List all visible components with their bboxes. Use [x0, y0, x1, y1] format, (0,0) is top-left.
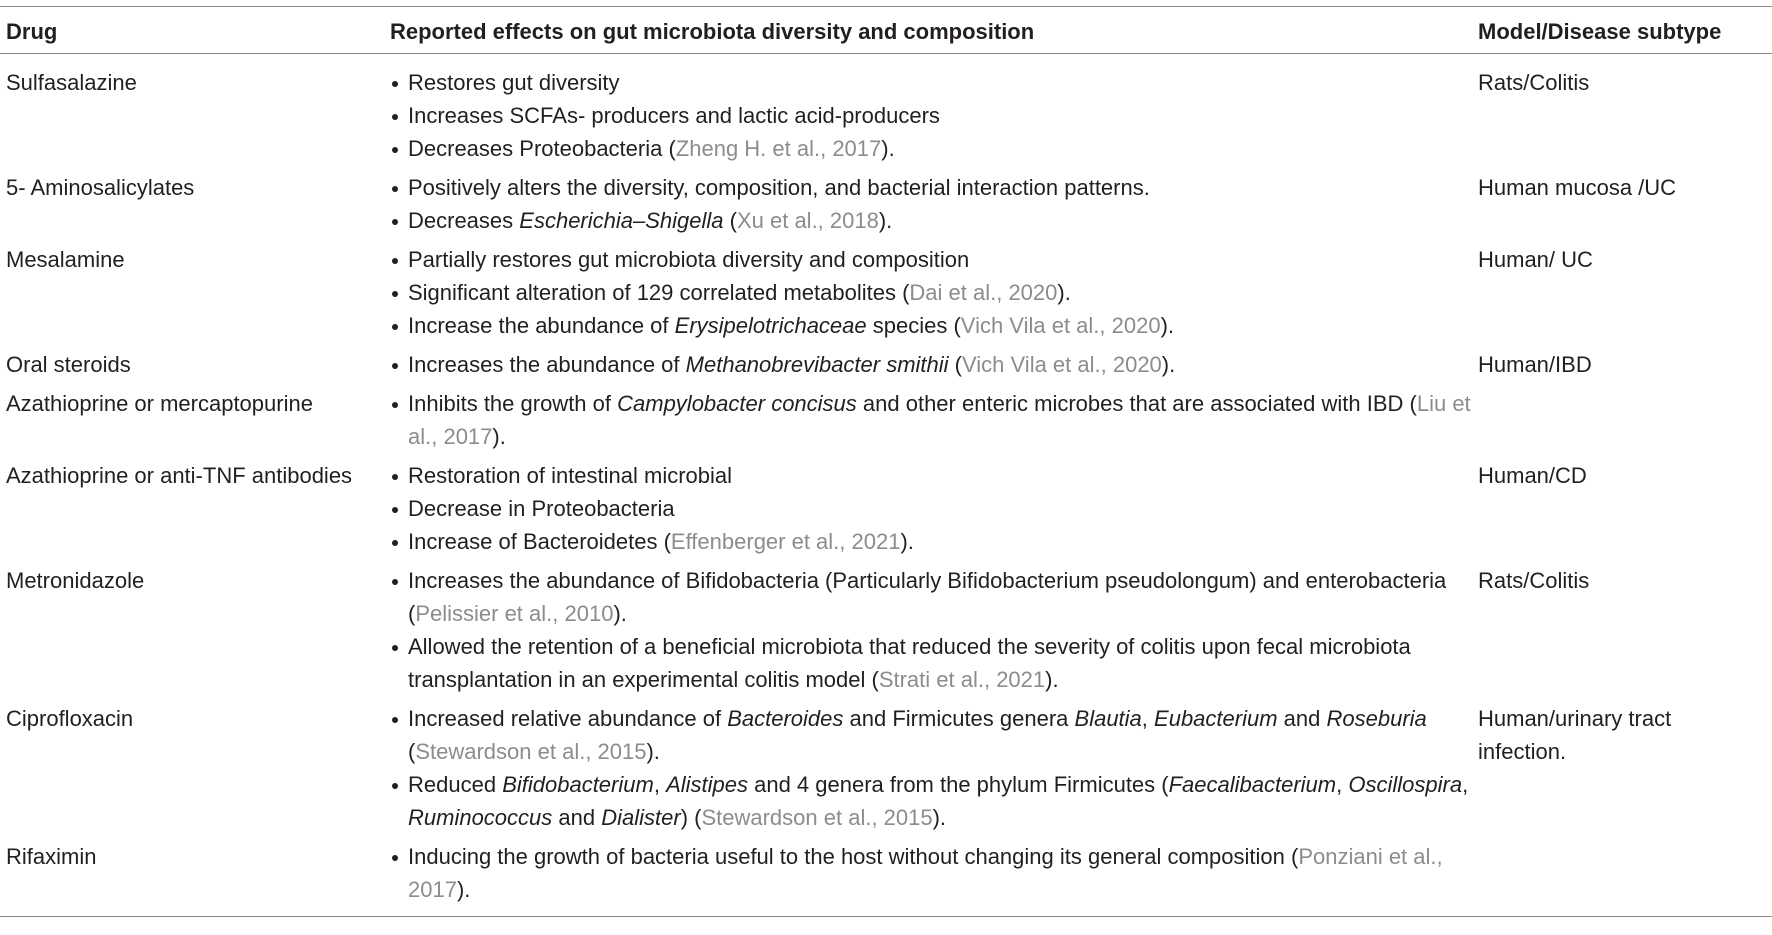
effect-text: Significant alteration of 129 correlated metabolites (: [408, 280, 910, 305]
taxon-name: Blautia: [1074, 706, 1142, 731]
taxon-name: Eubacterium: [1154, 706, 1278, 731]
effects-cell: [390, 167, 1478, 239]
effect-text: Inducing the growth of bacteria useful to the host without changing its general composition (: [408, 844, 1299, 869]
taxon-name: Alistipes: [666, 772, 748, 797]
table-row: [0, 167, 1772, 239]
effect-text: ,: [653, 772, 667, 797]
drug-cell: Rifaximin: [0, 836, 390, 917]
effect-text: ).: [456, 877, 471, 902]
effect-item: [390, 309, 1478, 342]
model-cell: Human/urinary tract infection.: [1478, 706, 1672, 764]
taxon-name: Faecalibacterium: [1168, 772, 1337, 797]
citation: Stewardson et al., 2015: [415, 739, 647, 764]
citation: Liu et al., 2017: [408, 391, 1471, 449]
effect-text: and: [552, 805, 602, 830]
table-row: [0, 383, 1772, 455]
citation: Dai et al., 2020: [909, 280, 1058, 305]
effects-list: [390, 348, 1478, 381]
effect-text: ,: [1462, 772, 1469, 797]
effect-text: ).: [878, 208, 893, 233]
effect-item: [390, 564, 1478, 630]
effects-list: [390, 459, 1478, 558]
effect-text: ,: [1141, 706, 1155, 731]
taxon-name: Oscillospira: [1348, 772, 1463, 797]
taxon-name: Escherichia–Shigella: [519, 208, 724, 233]
table-row: [0, 455, 1772, 560]
drug-cell: Metronidazole: [6, 568, 145, 593]
drug-cell: Azathioprine or mercaptopurine: [6, 391, 313, 416]
effect-text: (: [948, 352, 963, 377]
effect-text: ).: [613, 601, 627, 626]
effect-text: Increases the abundance of: [408, 352, 686, 377]
effect-item: [390, 525, 1478, 558]
drug-cell: Sulfasalazine: [6, 70, 137, 95]
effects-cell: [390, 560, 1478, 698]
effect-text: Partially restores gut microbiota diversity and composition: [408, 247, 970, 272]
effect-text: Restores gut diversity: [408, 70, 620, 95]
model-cell: Rats/Colitis: [1478, 70, 1590, 95]
effect-text: ).: [900, 529, 914, 554]
effect-text: ).: [492, 424, 506, 449]
citation: Strati et al., 2021: [878, 667, 1046, 692]
effects-cell: [390, 698, 1478, 836]
citation: Zheng H. et al., 2017: [675, 136, 882, 161]
effect-item: [390, 840, 1478, 906]
effect-text: and other enteric microbes that are associated with IBD (: [856, 391, 1417, 416]
taxon-name: Bacteroides: [727, 706, 844, 731]
effects-list: [390, 564, 1478, 696]
effect-text: Restoration of intestinal microbial: [408, 463, 733, 488]
effects-cell: [390, 455, 1478, 560]
effect-item: [390, 348, 1478, 381]
effect-item: [390, 276, 1478, 309]
effects-cell: [390, 383, 1478, 455]
table-header: [0, 7, 1772, 54]
taxon-name: Bifidobacterium: [502, 772, 654, 797]
effect-text: Inhibits the growth of: [408, 391, 618, 416]
effect-text: ) (: [680, 805, 702, 830]
effect-text: ).: [1045, 667, 1059, 692]
effect-text: (: [408, 739, 416, 764]
model-cell: [1478, 383, 1772, 455]
effect-text: Increase of Bacteroidetes (: [408, 529, 671, 554]
header-row: [0, 7, 1772, 54]
model-cell: Human mucosa /UC: [1478, 175, 1677, 200]
effect-item: [390, 99, 1478, 132]
effect-item: [390, 768, 1478, 834]
effect-item: [390, 171, 1478, 204]
effects-cell: [390, 239, 1478, 344]
effect-text: Increases SCFAs- producers and lactic acid-producers: [408, 103, 940, 128]
effect-text: ).: [1160, 313, 1175, 338]
effect-text: Positively alters the diversity, composition, and bacterial interaction patterns.: [408, 175, 1150, 200]
effect-text: Allowed the retention of a beneficial microbiota that reduced the severity of colitis upon fecal microbiota transplantation in an experimental colitis model (: [408, 634, 1411, 692]
table-body: [0, 54, 1772, 917]
model-cell: Human/ UC: [1478, 247, 1593, 272]
taxon-name: Roseburia: [1326, 706, 1427, 731]
effect-item: [390, 492, 1478, 525]
citation: Pelissier et al., 2010: [415, 601, 614, 626]
header-model: Model/Disease subtype: [1478, 7, 1772, 54]
effects-list: [390, 840, 1478, 906]
effect-text: and: [1277, 706, 1327, 731]
effect-item: [390, 204, 1478, 237]
citation: Ponziani et al., 2017: [408, 844, 1443, 902]
effects-list: [390, 66, 1478, 165]
effect-item: [390, 132, 1478, 165]
header-effects: Reported effects on gut microbiota diversity and composition: [390, 7, 1478, 54]
effect-text: Decreases: [408, 208, 520, 233]
drug-cell: Oral steroids: [6, 352, 131, 377]
drug-cell: 5- Aminosalicylates: [6, 175, 195, 200]
taxon-name: Dialister: [601, 805, 681, 830]
effect-text: ).: [881, 136, 895, 161]
effects-cell: [390, 54, 1478, 168]
table-row: [0, 560, 1772, 698]
effects-list: [390, 702, 1478, 834]
effect-text: ).: [1161, 352, 1176, 377]
effect-item: [390, 387, 1478, 453]
effect-text: Decreases Proteobacteria (: [408, 136, 676, 161]
drug-cell: Mesalamine: [6, 247, 125, 272]
model-cell: Rats/Colitis: [1478, 568, 1590, 593]
effect-text: ).: [646, 739, 660, 764]
effect-text: ).: [1057, 280, 1071, 305]
model-cell: Human/CD: [1478, 463, 1587, 488]
effect-text: ,: [1336, 772, 1349, 797]
effect-text: Increase the abundance of: [408, 313, 675, 338]
citation: Vich Vila et al., 2020: [962, 352, 1162, 377]
model-cell: [1478, 836, 1772, 917]
effects-cell: [390, 836, 1478, 917]
drug-microbiota-table: [0, 6, 1772, 917]
table-row: [0, 54, 1772, 168]
effect-text: (: [723, 208, 737, 233]
effect-text: Increased relative abundance of: [408, 706, 728, 731]
effects-cell: [390, 344, 1478, 383]
taxon-name: Campylobacter concisus: [617, 391, 857, 416]
effect-text: Increases the abundance of Bifidobacteria (Particularly Bifidobacterium pseudolongum) and enterobacteria (: [408, 568, 1447, 626]
effect-text: Reduced: [408, 772, 503, 797]
model-cell: Human/IBD: [1478, 352, 1592, 377]
effect-item: [390, 630, 1478, 696]
effect-item: [390, 702, 1478, 768]
taxon-name: Methanobrevibacter smithii: [685, 352, 949, 377]
effect-text: and 4 genera from the phylum Firmicutes (: [747, 772, 1169, 797]
table-row: [0, 698, 1772, 836]
effect-text: and Firmicutes genera: [843, 706, 1075, 731]
effect-text: species (: [866, 313, 961, 338]
drug-cell: Azathioprine or anti-TNF antibodies: [6, 463, 353, 488]
effects-list: [390, 171, 1478, 237]
table-row: [0, 344, 1772, 383]
drug-cell: Ciprofloxacin: [6, 706, 134, 731]
effects-list: [390, 243, 1478, 342]
table-row: [0, 836, 1772, 917]
effect-text: Decrease in Proteobacteria: [408, 496, 675, 521]
effect-item: [390, 243, 1478, 276]
effects-list: [390, 387, 1478, 453]
effect-text: ).: [932, 805, 947, 830]
citation: Xu et al., 2018: [736, 208, 879, 233]
effect-item: [390, 66, 1478, 99]
citation: Vich Vila et al., 2020: [960, 313, 1161, 338]
table-row: [0, 239, 1772, 344]
citation: Stewardson et al., 2015: [701, 805, 933, 830]
citation: Effenberger et al., 2021: [670, 529, 901, 554]
taxon-name: Erysipelotrichaceae: [674, 313, 867, 338]
taxon-name: Ruminococcus: [408, 805, 553, 830]
effect-item: [390, 459, 1478, 492]
header-drug: Drug: [0, 7, 390, 54]
